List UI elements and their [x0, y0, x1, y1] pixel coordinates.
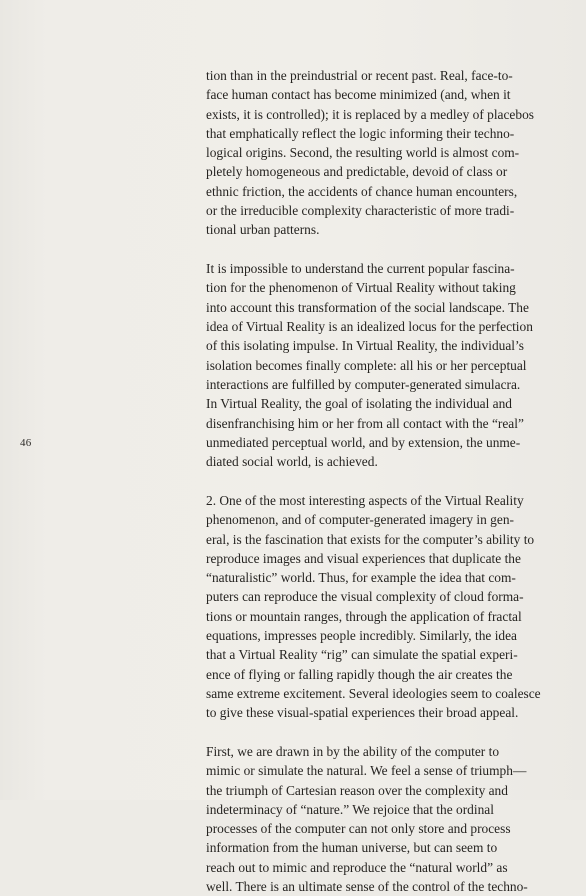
text-line: It is impossible to understand the current popular fascina- — [206, 261, 515, 277]
text-line: In Virtual Reality, the goal of isolating the individual and — [206, 396, 513, 412]
text-line: “naturalistic” world. Thus, for example the idea that com- — [206, 570, 516, 586]
text-line: interactions are fulfilled by computer-generated simulacra. — [206, 376, 521, 392]
paragraph-2 — [206, 259, 556, 471]
text-line: to give these visual-spatial experiences their broad appeal. — [206, 705, 519, 721]
body-text — [206, 66, 556, 896]
paragraph-spacer — [206, 723, 556, 743]
text-line: reach out to mimic and reproduce the “natural world” as — [206, 859, 508, 875]
paragraph-4 — [206, 742, 556, 896]
text-line: pletely homogeneous and predictable, devoid of class or — [206, 164, 508, 180]
text-line: disenfranchising him or her from all contact with the “real” — [206, 415, 524, 431]
page-number: 46 — [20, 437, 32, 449]
text-line: mimic or simulate the natural. We feel a sense of triumph— — [206, 763, 527, 779]
text-line: tional urban patterns. — [206, 222, 320, 238]
text-line: face human contact has become minimized (and, when it — [206, 87, 511, 103]
text-line: equations, impresses people incredibly. Similarly, the idea — [206, 628, 518, 644]
paragraph-3 — [206, 491, 556, 723]
text-line: that a Virtual Reality “rig” can simulate the spatial experi- — [206, 647, 518, 663]
text-line: reproduce images and visual experiences that duplicate the — [206, 550, 521, 566]
text-line: idea of Virtual Reality is an idealized locus for the perfection — [206, 319, 533, 335]
text-line: eral, is the fascination that exists for the computer’s ability to — [206, 531, 535, 547]
text-line: isolation becomes finally complete: all his or her perceptual — [206, 357, 527, 373]
text-line: into account this transformation of the social landscape. The — [206, 299, 529, 315]
text-line: 2. One of the most interesting aspects of the Virtual Reality — [206, 492, 524, 508]
text-line: unmediated perceptual world, and by extension, the unme- — [206, 434, 521, 450]
text-line: same extreme excitement. Several ideologies seem to coalesce — [206, 685, 541, 701]
text-line: phenomenon, and of computer-generated imagery in gen- — [206, 512, 514, 528]
text-line: tion for the phenomenon of Virtual Reality without taking — [206, 280, 516, 296]
text-line: ethnic friction, the accidents of chance human encounters, — [206, 183, 518, 199]
text-line: tions or mountain ranges, through the application of fractal — [206, 608, 522, 624]
text-line: well. There is an ultimate sense of the control of the techno- — [206, 879, 528, 895]
text-line: puters can reproduce the visual complexity of cloud forma- — [206, 589, 524, 605]
paragraph-spacer — [206, 471, 556, 491]
text-line: First, we are drawn in by the ability of the computer to — [206, 744, 500, 759]
text-line: of this isolating impulse. In Virtual Reality, the individual’s — [206, 338, 524, 354]
text-line: that emphatically reflect the logic informing their techno- — [206, 125, 515, 141]
text-line: tion than in the preindustrial or recent past. Real, face-to- — [206, 68, 513, 83]
text-line: indeterminacy of “nature.” We rejoice that the ordinal — [206, 801, 494, 817]
paragraph-spacer — [206, 240, 556, 260]
text-line: the triumph of Cartesian reason over the complexity and — [206, 782, 508, 798]
text-line: processes of the computer can not only store and process — [206, 821, 511, 837]
text-line: logical origins. Second, the resulting world is almost com- — [206, 145, 520, 161]
text-line: or the irreducible complexity characteristic of more tradi- — [206, 203, 515, 219]
paragraph-1 — [206, 66, 556, 240]
text-line: information from the human universe, but can seem to — [206, 840, 498, 856]
text-line: exists, it is controlled); it is replaced by a medley of placebos — [206, 106, 534, 122]
text-line: diated social world, is achieved. — [206, 454, 378, 470]
text-line: ence of flying or falling rapidly though the air creates the — [206, 666, 513, 682]
